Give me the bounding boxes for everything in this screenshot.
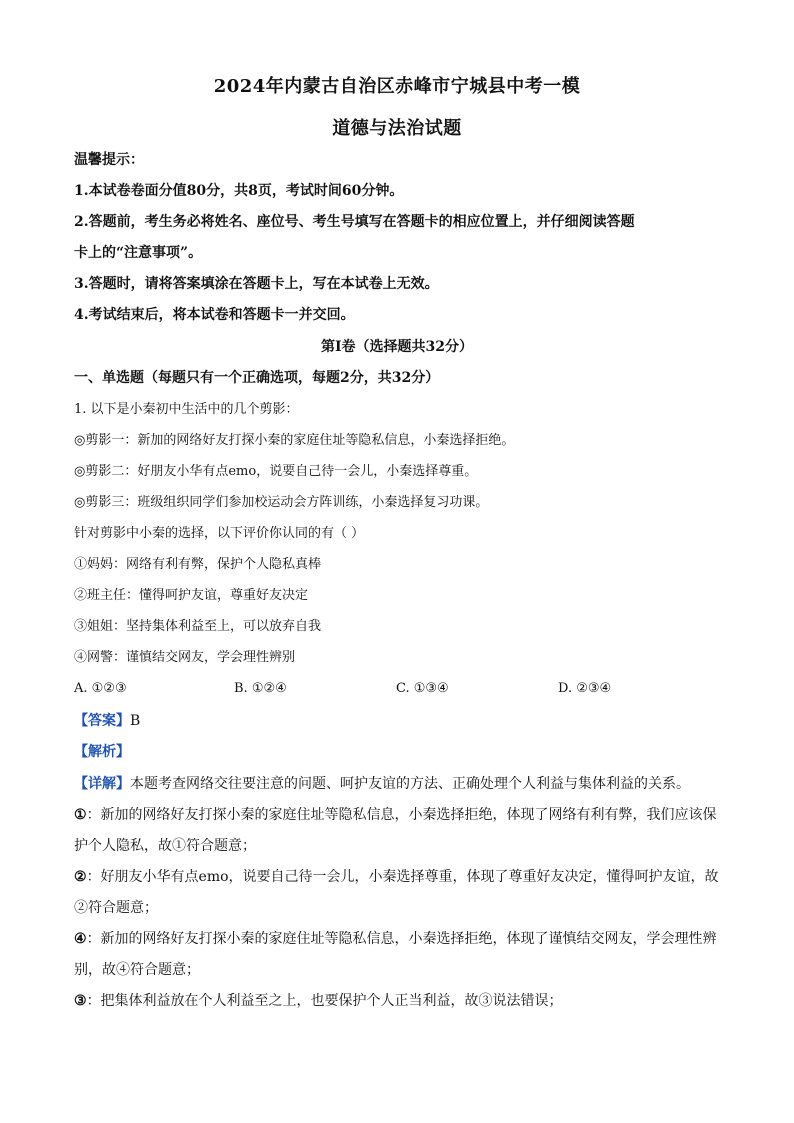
statement-1: ①妈妈：网络有利有弊，保护个人隐私真棒 — [74, 557, 322, 572]
option-b: B. ①②④ — [234, 681, 287, 696]
answer-tag: 【答案】 — [74, 713, 130, 729]
explanation-mark-4: ④ — [74, 931, 87, 947]
explanation-4-cont — [74, 960, 724, 980]
option-d: D. ②③④ — [558, 681, 612, 696]
scene-1: ◎剪影一：新加的网络好友打探小秦的家庭住址等隐私信息，小秦选择拒绝。 — [74, 433, 515, 448]
explanation-text-3: ：把集体利益放在个人利益至之上，也要保护个人正当利益，故③说法错误； — [86, 993, 563, 1009]
explanation-text-4: ：新加的网络好友打探小秦的家庭住址等隐私信息，小秦选择拒绝，体现了谨慎结交网友，学会理性辨 — [86, 931, 717, 947]
exam-subtitle: 道德与法治试题 — [332, 118, 462, 139]
explanation-1 — [74, 805, 724, 825]
explanation-3 — [74, 991, 724, 1011]
option-a: A. ①②③ — [74, 681, 127, 696]
exam-title: 2024年内蒙古自治区赤峰市宁城县中考一模 — [213, 76, 581, 97]
explanation-mark-3: ③ — [74, 993, 87, 1009]
question-stem: 1. 以下是小秦初中生活中的几个剪影： — [74, 402, 299, 417]
volume-heading: 第Ⅰ卷（选择题共32分） — [320, 339, 474, 355]
notice-item-4: 4.考试结束后，将本试卷和答题卡一并交回。 — [74, 307, 355, 323]
explanation-text-1: ：新加的网络好友打探小秦的家庭住址等隐私信息，小秦选择拒绝，体现了网络有利有弊，我们应该保 — [86, 807, 717, 823]
statement-4: ④网警：谨慎结交网友，学会理性辨别 — [74, 650, 296, 665]
scene-3: ◎剪影三：班级组织同学们参加校运动会方阵训练，小秦选择复习功课。 — [74, 495, 489, 510]
explanation-2 — [74, 867, 724, 887]
scene-2: ◎剪影二：好朋友小华有点emo，说要自己待一会儿，小秦选择尊重。 — [74, 464, 478, 479]
answer-line — [74, 711, 724, 731]
option-c: C. ①③④ — [396, 681, 449, 696]
statement-3: ③姐姐：坚持集体利益至上，可以放弃自我 — [74, 619, 322, 634]
notice-item-3: 3.答题时，请将答案填涂在答题卡上，写在本试卷上无效。 — [74, 276, 439, 292]
detail-tag: 【详解】 — [74, 776, 130, 792]
notice-item-2: 2.答题前，考生务必将姓名、座位号、考生号填写在答题卡的相应位置上，并仔细阅读答题 — [74, 214, 635, 230]
explanation-text-1b: 护个人隐私，故①符合题意； — [74, 838, 256, 854]
explanation-2-cont — [74, 898, 724, 918]
analysis-tag: 【解析】 — [74, 744, 130, 760]
explanation-mark-1: ① — [74, 807, 87, 823]
notice-item-2-cont: 卡上的“注意事项”。 — [74, 245, 203, 261]
notice-item-1: 1.本试卷卷面分值80分，共8页，考试时间60分钟。 — [74, 183, 404, 199]
explanation-mark-2: ② — [74, 869, 87, 885]
explanation-text-4b: 别，故④符合题意； — [74, 962, 200, 978]
explanation-1-cont — [74, 836, 724, 856]
detail-text: 本题考查网络交往要注意的问题、呵护友谊的方法、正确处理个人利益与集体利益的关系。 — [130, 776, 690, 792]
statement-2: ②班主任：懂得呵护友谊，尊重好友决定 — [74, 588, 309, 603]
detail-line — [74, 774, 724, 794]
explanation-text-2: ：好朋友小华有点emo，说要自己待一会儿，小秦选择尊重，体现了尊重好友决定，懂得呵护友谊，故 — [86, 869, 719, 885]
question-prompt: 针对剪影中小秦的选择，以下评价你认同的有（ ） — [74, 526, 365, 541]
part-heading: 一、单选题（每题只有一个正确选项，每题2分，共32分） — [74, 370, 440, 386]
answer-value: B — [130, 713, 141, 729]
notice-heading: 温馨提示： — [74, 152, 144, 168]
explanation-text-2b: ②符合题意； — [74, 900, 158, 916]
explanation-4 — [74, 929, 724, 949]
analysis-line — [74, 742, 724, 762]
